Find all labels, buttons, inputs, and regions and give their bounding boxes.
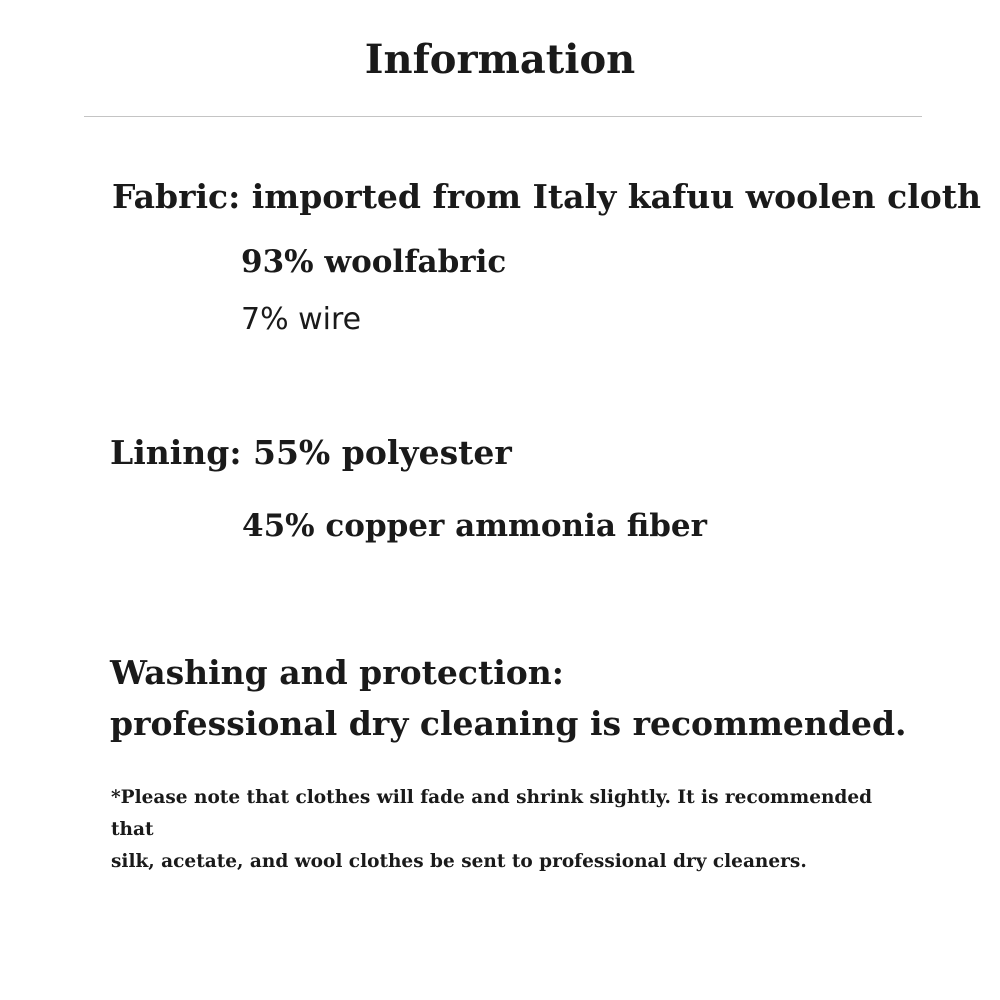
fabric-wire-percent: 7% wire [241, 302, 362, 337]
care-note-line-1: *Please note that clothes will fade and shrink slightly. It is recommended that [111, 787, 873, 840]
washing-heading: Washing and protection: [110, 653, 564, 692]
fabric-line: Fabric: imported from Italy kafuu woolen cloth [112, 177, 981, 216]
care-note [111, 782, 911, 878]
title-divider [84, 116, 922, 117]
care-note-line-2: silk, acetate, and wool clothes be sent to professional dry cleaners. [111, 851, 807, 872]
lining-line: Lining: 55% polyester [110, 433, 512, 472]
washing-text: professional dry cleaning is recommended. [110, 704, 907, 743]
page-title: Information [364, 36, 636, 83]
fabric-wool-percent: 93% woolfabric [241, 244, 507, 280]
lining-copper-percent: 45% copper ammonia fiber [242, 508, 707, 544]
